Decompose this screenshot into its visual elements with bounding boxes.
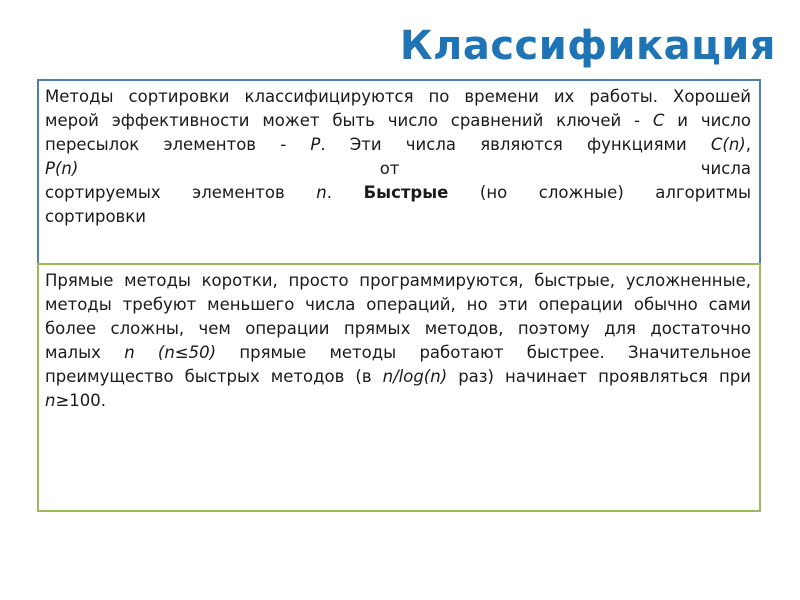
slide-title: Классификация	[399, 23, 776, 69]
paragraph-line: сортировки	[45, 207, 146, 226]
sorting-classification-text-box	[37, 79, 761, 267]
paragraph-line: преимущество быстрых методов (в n/log(n) раз) начинает проявляться при	[45, 367, 751, 386]
paragraph-line: сортируемых элементов n. Быстрые (но сложные) алгоритмы	[45, 183, 752, 202]
paragraph-line: P(n) от числа	[45, 159, 752, 178]
paragraph-line: Прямые методы коротки, просто программируются, быстрые, усложненные,	[45, 271, 751, 290]
paragraph-line: Методы сортировки классифицируются по времени их работы. Хорошей	[45, 87, 751, 106]
paragraph-line: малых n (n≤50) прямые методы работают быстрее. Значительное	[45, 343, 752, 362]
paragraph-line: более сложны, чем операции прямых методов, поэтому для достаточно	[45, 319, 751, 338]
paragraph-line: n≥100.	[45, 391, 107, 410]
paragraph-line: пересылок элементов - P. Эти числа являются функциями C(n),	[45, 135, 751, 154]
direct-methods-text-box	[37, 263, 761, 512]
paragraph-line: мерой эффективности может быть число сравнений ключей - C и число	[45, 111, 752, 130]
paragraph-line: методы требуют меньшего числа операций, но эти операции обычно сами	[45, 295, 751, 314]
